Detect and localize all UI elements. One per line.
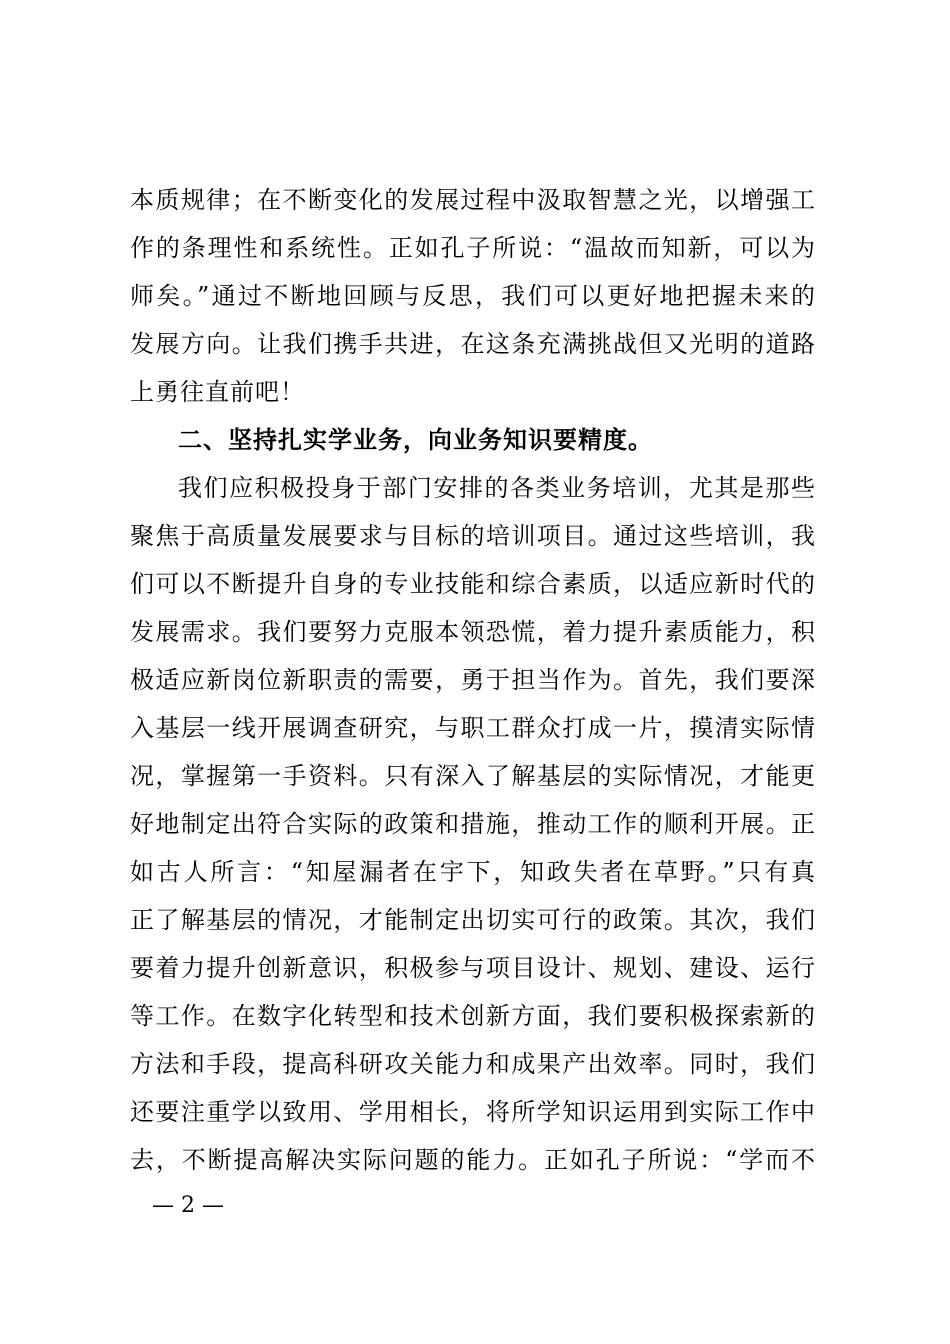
paragraph-line: 发展需求。我们要努力克服本领恐慌，着力提升素质能力，积 bbox=[130, 618, 816, 646]
paragraph-line: 等工作。在数字化转型和技术创新方面，我们要积极探索新的 bbox=[130, 1002, 816, 1030]
paragraph-line: 还要注重学以致用、学用相长，将所学知识运用到实际工作中 bbox=[130, 1098, 816, 1126]
paragraph-line: 方法和手段，提高科研攻关能力和成果产出效率。同时，我们 bbox=[130, 1050, 816, 1078]
paragraph-line: 发展方向。让我们携手共进，在这条充满挑战但又光明的道路 bbox=[130, 330, 816, 358]
paragraph-line: 正了解基层的情况，才能制定出切实可行的政策。其次，我们 bbox=[130, 906, 816, 934]
paragraph-line: 我们应积极投身于部门安排的各类业务培训，尤其是那些 bbox=[178, 474, 816, 502]
page-number: — 2 — bbox=[152, 1193, 224, 1218]
section-heading: 二、坚持扎实学业务，向业务知识要精度。 bbox=[178, 426, 653, 454]
paragraph-line: 聚焦于高质量发展要求与目标的培训项目。通过这些培训，我 bbox=[130, 522, 816, 550]
paragraph-line: 们可以不断提升自身的专业技能和综合素质，以适应新时代的 bbox=[130, 570, 816, 598]
paragraph-line: 好地制定出符合实际的政策和措施，推动工作的顺利开展。正 bbox=[130, 810, 816, 838]
paragraph-line: 本质规律；在不断变化的发展过程中汲取智慧之光，以增强工 bbox=[130, 186, 816, 214]
paragraph-line: 要着力提升创新意识，积极参与项目设计、规划、建设、运行 bbox=[130, 954, 816, 982]
paragraph-line: 上勇往直前吧！ bbox=[130, 378, 305, 406]
paragraph-line: 入基层一线开展调查研究，与职工群众打成一片，摸清实际情 bbox=[130, 714, 816, 742]
paragraph-line: 去，不断提高解决实际问题的能力。正如孔子所说：“学而不 bbox=[130, 1146, 816, 1174]
paragraph-line: 况，掌握第一手资料。只有深入了解基层的实际情况，才能更 bbox=[130, 762, 816, 790]
paragraph-line: 作的条理性和系统性。正如孔子所说：“温故而知新，可以为 bbox=[130, 234, 816, 262]
paragraph-line: 师矣。”通过不断地回顾与反思，我们可以更好地把握未来的 bbox=[130, 282, 816, 310]
paragraph-line: 如古人所言：“知屋漏者在宇下，知政失者在草野。”只有真 bbox=[130, 858, 816, 886]
paragraph-line: 极适应新岗位新职责的需要，勇于担当作为。首先，我们要深 bbox=[130, 666, 816, 694]
